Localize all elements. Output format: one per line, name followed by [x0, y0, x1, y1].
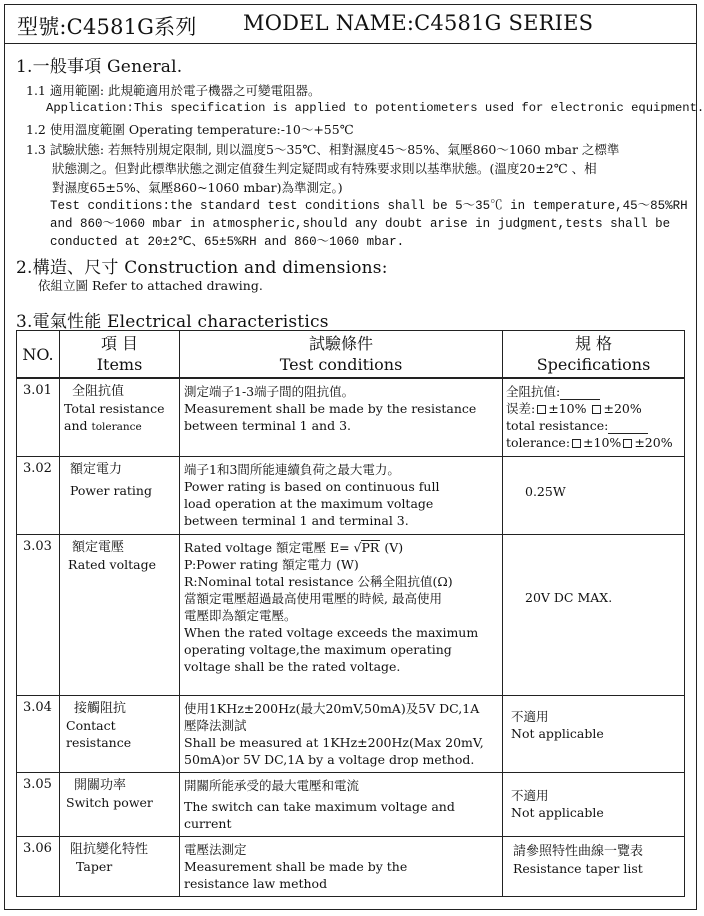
total-resistance-blank: [608, 421, 648, 434]
spec-cell: 不適用 Not applicable: [511, 708, 604, 741]
resistance-blank: [560, 387, 600, 400]
test-condition-cell: 使用1KHz±200Hz(最大20mV,50mA)及5V DC,1A 壓降法測試 Shall be measured at 1KHz±200Hz(Max 20mV, 50mA)or 5V DC,1A by a voltage drop method.: [184, 700, 484, 767]
test-conditions-cn-2: 狀態測之。但對此標準狀態之測定值發生判定疑問或有特殊要求則以基準狀態。(溫度20±2℃ 、相: [52, 161, 597, 176]
table-row: [17, 772, 685, 836]
application-en: Application:This specification is applied to potentiometers used for electronic equipment.: [46, 101, 704, 115]
row-number: 3.04: [23, 699, 52, 715]
row-number: 3.01: [23, 383, 52, 398]
model-title-en: MODEL NAME:C4581G SERIES: [243, 11, 594, 35]
section-3-heading: 3.電氣性能 Electrical characteristics: [16, 312, 329, 332]
row-number: 3.05: [23, 776, 52, 792]
operating-temperature: 1.2 使用溫度範圍 Operating temperature:-10～+55℃: [26, 122, 354, 137]
table-row: [17, 534, 685, 695]
spec-cell: 0.25W: [525, 483, 566, 499]
table-row: [17, 695, 685, 772]
section-2-heading: 2.構造、尺寸 Construction and dimensions:: [16, 258, 388, 278]
spec-cell: 不適用 Not applicable: [511, 787, 604, 820]
test-condition-cell: Rated voltage 額定電壓 E= √PR (V) P:Power rating 額定電力 (W) R:Nominal total resistance 公稱全阻抗值(Ω) 當額定電壓超過最高使用電壓的時候, 最高使用 電壓即為額定電壓。 When the rated voltage exceeds the maximum operating voltage,the maximum operating voltage shall be the rated voltage.: [184, 539, 479, 674]
checkbox-tolerance-20[interactable]: [623, 439, 632, 448]
section-1-heading: 1.一般事項 General.: [16, 57, 183, 77]
table-row: [17, 836, 685, 896]
test-conditions-en-2: and 860～1060 mbar in atmospheric,should any doubt arise in judgment,tests shall be: [50, 217, 671, 231]
item-cell: 額定電力 Power rating: [70, 461, 152, 498]
item-cell: 額定電壓 Rated voltage: [68, 539, 157, 572]
col-header-no: NO.: [17, 331, 60, 379]
row-number: 3.03: [23, 538, 52, 554]
checkbox-tolerance-10[interactable]: [572, 439, 581, 448]
test-conditions-en-1: Test conditions:the standard test conditions shall be 5～35℃ in temperature,45～85%RH: [50, 199, 688, 213]
test-conditions-cn-3: 對濕度65±5%、氣壓860~1060 mbar)為準測定。): [52, 180, 343, 195]
test-conditions-cn-1: 1.3 試驗狀態: 若無特別規定限制, 則以溫度5～35℃、相對濕度45～85%、氣壓860～1060 mbar 之標準: [26, 142, 620, 157]
construction-text: 依組立圖 Refer to attached drawing.: [38, 278, 263, 293]
test-condition-cell: 測定端子1-3端子間的阻抗值。 Measurement shall be made by the resistance between terminal 1 and 3.: [184, 384, 477, 433]
table-row: [17, 456, 685, 534]
item-cell: 全阻抗值 Total resistance and tolerance: [64, 384, 165, 433]
application-cn: 1.1 適用範圍: 此規範適用於電子機器之可變電阻器。: [26, 83, 321, 98]
checkbox-20[interactable]: [592, 405, 601, 414]
model-title-cn: 型號:C4581G系列: [17, 15, 197, 39]
row-number: 3.06: [23, 840, 52, 856]
spec-cell: 20V DC MAX.: [525, 589, 613, 605]
test-condition-cell: 開關所能承受的最大電壓和電流 The switch can take maximum voltage and current: [184, 777, 455, 831]
row-number: 3.02: [23, 460, 52, 476]
item-cell: 開關功率 Switch power: [66, 777, 153, 810]
electrical-characteristics-table: [16, 330, 685, 897]
col-header-test-conditions: 試驗條件 Test conditions: [180, 331, 503, 379]
item-cell: 阻抗變化特性 Taper: [70, 841, 149, 874]
document-header: [5, 5, 696, 44]
table-row: [17, 378, 685, 456]
test-condition-cell: 端子1和3間所能連續負荷之最大電力。 Power rating is based on continuous full load operation at the maximum voltage between terminal 1 and terminal 3.: [184, 461, 440, 528]
spec-cell: 請參照特性曲線一覽表 Resistance taper list: [513, 843, 644, 876]
checkbox-10[interactable]: [537, 405, 546, 414]
item-cell: 接觸阻抗 Contact resistance: [66, 700, 132, 750]
spec-cell: 全阻抗值: 误差: ±10% ±20% total resistance: tolerance: ±10% ±20%: [506, 384, 673, 450]
test-conditions-en-3: conducted at 20±2℃、65±5%RH and 860～1060 mbar.: [50, 235, 405, 249]
table-header-row: [17, 331, 685, 379]
col-header-items: 項 目 Items: [60, 331, 180, 379]
test-condition-cell: 電壓法測定 Measurement shall be made by the resistance law method: [184, 841, 408, 891]
col-header-specifications: 規 格 Specifications: [503, 331, 685, 379]
